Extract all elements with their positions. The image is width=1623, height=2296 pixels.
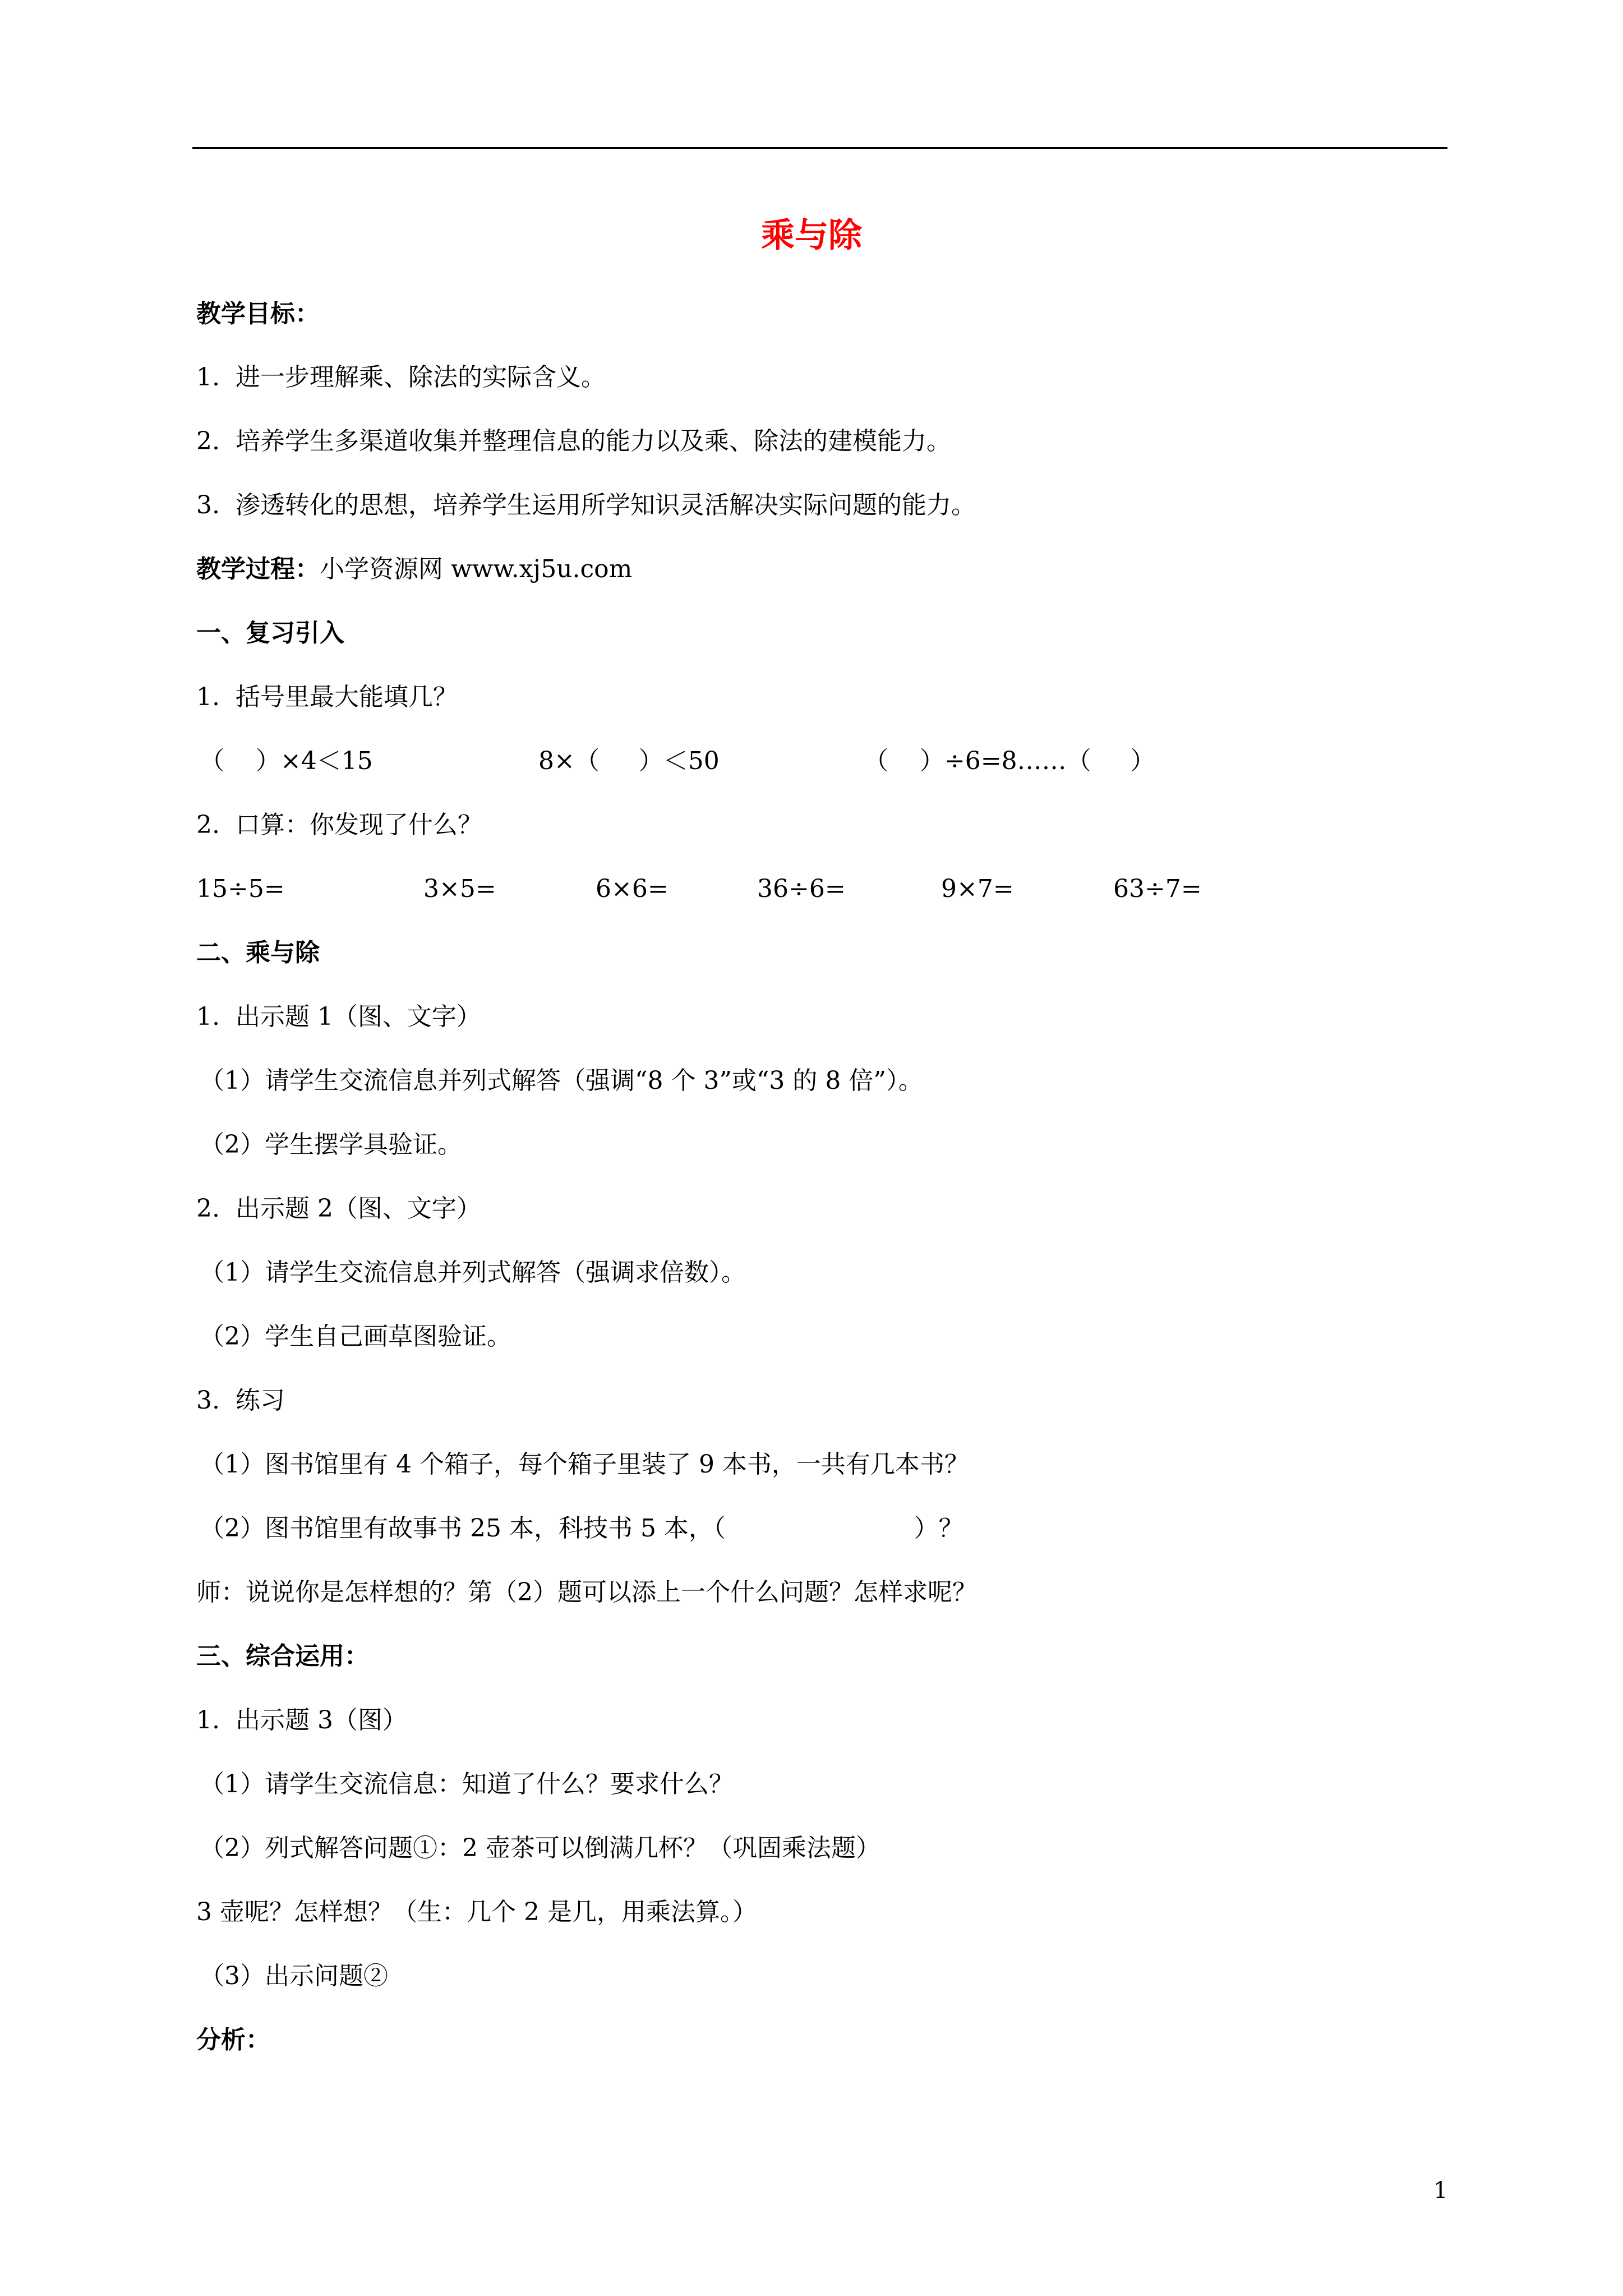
- section-2-item-1a: （1）请学生交流信息并列式解答（强调“8 个 3”或“3 的 8 倍”）。: [200, 1066, 923, 1095]
- section-2-item-1: 1. 出示题 1（图、文字）: [196, 1002, 481, 1031]
- oral-item-6: 63÷7=: [1113, 875, 1202, 903]
- objective-1: 1. 进一步理解乘、除法的实际含义。: [196, 363, 606, 392]
- section-2-item-2: 2. 出示题 2（图、文字）: [196, 1194, 481, 1223]
- oral-item-3: 6×6=: [596, 875, 668, 903]
- process-line: [196, 553, 632, 586]
- analysis-heading: 分析：: [196, 2026, 270, 2054]
- section-2-item-1b: （2）学生摆学具验证。: [200, 1130, 462, 1159]
- fill-blank-3: （ ）÷6=8……（ ）: [864, 747, 1155, 775]
- fill-blank-2: 8×（ ）＜50: [538, 747, 720, 775]
- header-rule: [192, 147, 1447, 149]
- section-3-item-1a: （1）请学生交流信息：知道了什么？要求什么？: [200, 1770, 734, 1798]
- section-2-item-3: 3. 练习: [196, 1386, 285, 1415]
- section-1-question-1: 1. 括号里最大能填几？: [196, 683, 458, 711]
- process-heading: 教学过程：: [196, 555, 320, 583]
- section-2-item-3a: （1）图书馆里有 4 个箱子，每个箱子里装了 9 本书，一共有几本书？: [200, 1450, 969, 1479]
- objective-2: 2. 培养学生多渠道收集并整理信息的能力以及乘、除法的建模能力。: [196, 427, 951, 455]
- section-3-heading: 三、综合运用：: [196, 1642, 369, 1671]
- section-3-item-1c: 3 壶呢？怎样想？（生：几个 2 是几，用乘法算。）: [196, 1898, 757, 1926]
- page-number: 1: [1433, 2178, 1448, 2203]
- oral-item-4: 36÷6=: [757, 875, 846, 903]
- oral-item-5: 9×7=: [941, 875, 1014, 903]
- objectives-heading: 教学目标：: [196, 300, 320, 328]
- section-2-item-3b: （2）图书馆里有故事书 25 本，科技书 5 本，（ ）？: [200, 1514, 963, 1543]
- document-title: 乘与除: [761, 216, 862, 255]
- section-3-item-1b: （2）列式解答问题①：2 壶茶可以倒满几杯？（巩固乘法题）: [200, 1834, 880, 1862]
- section-2-heading: 二、乘与除: [196, 938, 320, 967]
- oral-item-2: 3×5=: [423, 875, 496, 903]
- section-3-item-1: 1. 出示题 3（图）: [196, 1706, 407, 1734]
- objective-3: 3. 渗透转化的思想，培养学生运用所学知识灵活解决实际问题的能力。: [196, 491, 976, 519]
- teacher-remark: 师：说说你是怎样想的？第（2）题可以添上一个什么问题？怎样求呢？: [196, 1578, 977, 1607]
- process-note: 小学资源网 www.xj5u.com: [320, 555, 633, 583]
- fill-blank-1: （ ）×4＜15: [200, 747, 373, 775]
- section-1-question-2: 2. 口算：你发现了什么？: [196, 811, 482, 839]
- section-3-item-1d: （3）出示问题②: [200, 1962, 388, 1990]
- section-1-heading: 一、复习引入: [196, 619, 344, 647]
- section-2-item-2a: （1）请学生交流信息并列式解答（强调求倍数）。: [200, 1258, 746, 1287]
- section-2-item-2b: （2）学生自己画草图验证。: [200, 1322, 511, 1351]
- oral-item-1: 15÷5=: [196, 875, 285, 903]
